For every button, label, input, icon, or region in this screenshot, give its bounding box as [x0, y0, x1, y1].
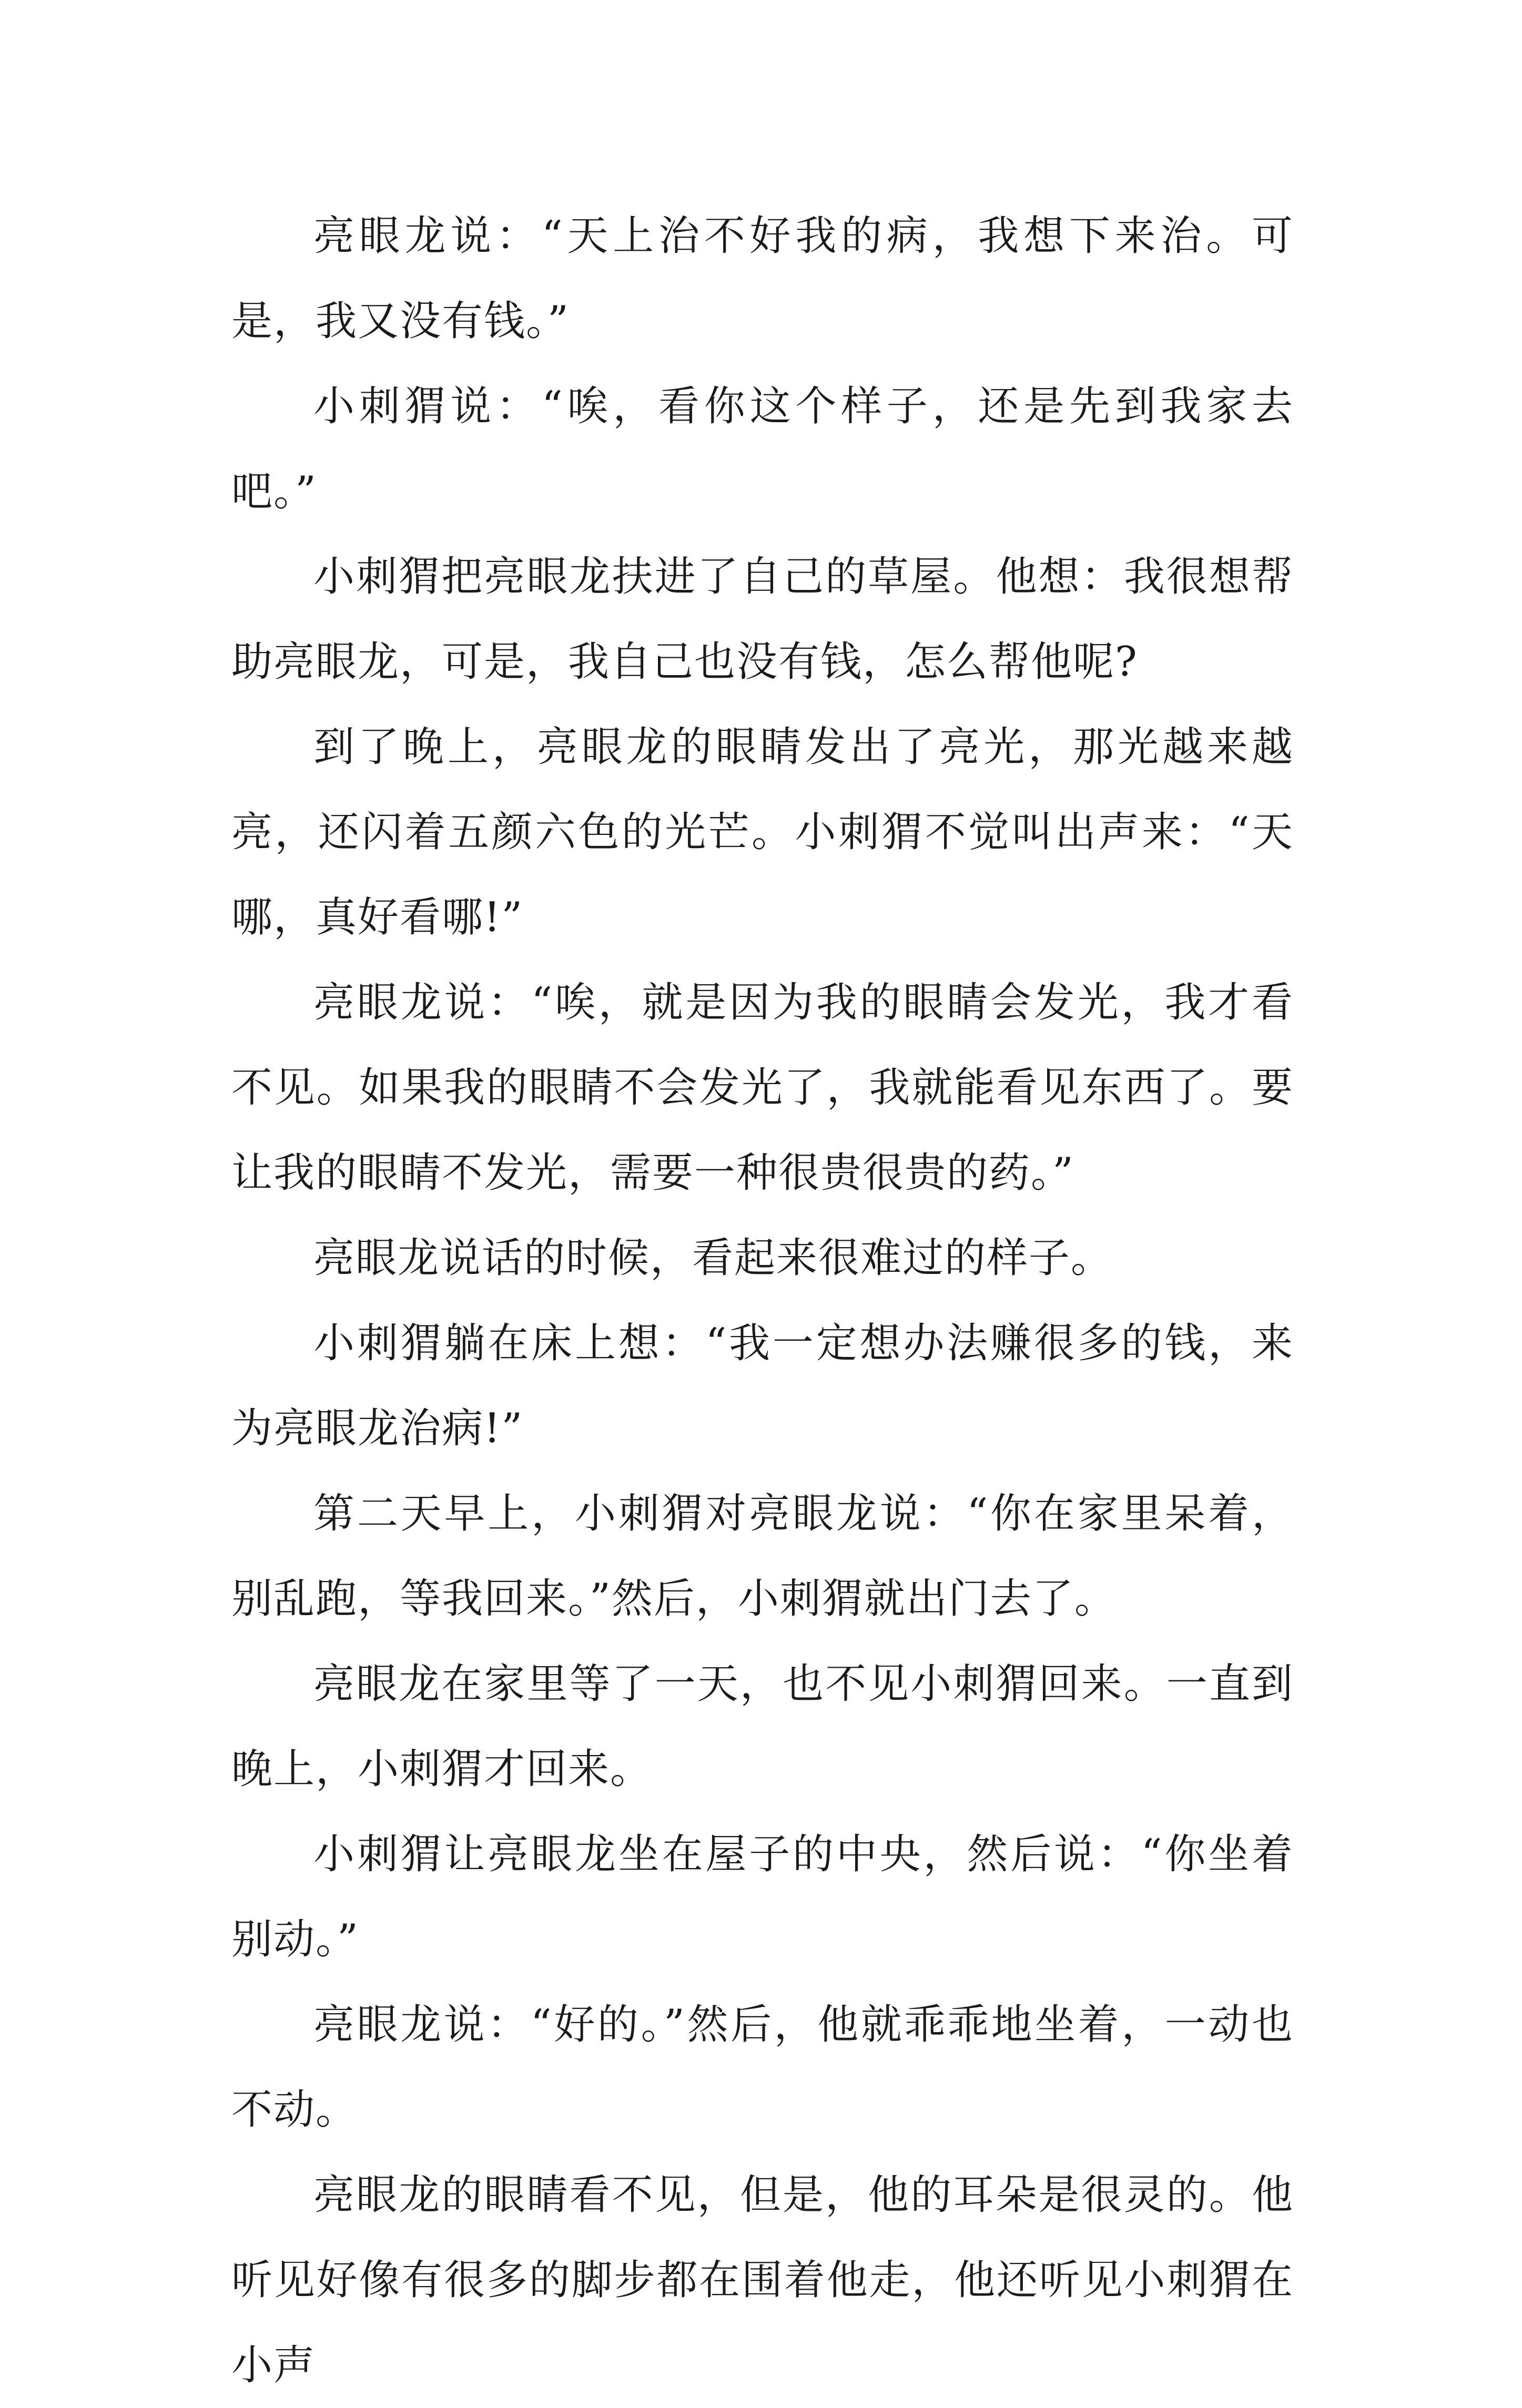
paragraph: 小刺猬让亮眼龙坐在屋子的中央，然后说：“你坐着别动。”	[231, 1831, 1294, 1963]
story-text	[231, 193, 1294, 2408]
paragraph: 第二天早上，小刺猬对亮眼龙说：“你在家里呆着，别乱跑，等我回来。”然后，小刺猬就出门去了。	[231, 1490, 1294, 1623]
paragraph: 亮眼龙说话的时候，看起来很难过的样子。	[313, 1234, 1113, 1282]
paragraph: 小刺猬把亮眼龙扶进了自己的草屋。他想：我很想帮助亮眼龙，可是，我自己也没有钱，怎么帮他呢?	[231, 553, 1294, 686]
paragraph: 到了晚上，亮眼龙的眼睛发出了亮光，那光越来越亮，还闪着五颜六色的光芒。小刺猬不觉叫出声来：“天哪，真好看哪!”	[231, 723, 1294, 941]
paragraph: 亮眼龙的眼睛看不见，但是，他的耳朵是很灵的。他听见好像有很多的脚步都在围着他走，他还听见小刺猬在小声	[231, 2171, 1294, 2389]
paragraph: 亮眼龙说：“唉，就是因为我的眼睛会发光，我才看不见。如果我的眼睛不会发光了，我就能看见东西了。要让我的眼睛不发光，需要一种很贵很贵的药。”	[231, 979, 1294, 1197]
paragraph: 小刺猬说：“唉，看你这个样子，还是先到我家去吧。”	[231, 383, 1294, 515]
paragraph: 亮眼龙说：“好的。”然后，他就乖乖地坐着，一动也不动。	[231, 2001, 1294, 2134]
paragraph: 亮眼龙说：“天上治不好我的病，我想下来治。可是，我又没有钱。”	[231, 212, 1294, 345]
paragraph: 亮眼龙在家里等了一天，也不见小刺猬回来。一直到晚上，小刺猬才回来。	[231, 1660, 1294, 1793]
paragraph: 小刺猬躺在床上想：“我一定想办法赚很多的钱，来为亮眼龙治病!”	[231, 1320, 1294, 1452]
